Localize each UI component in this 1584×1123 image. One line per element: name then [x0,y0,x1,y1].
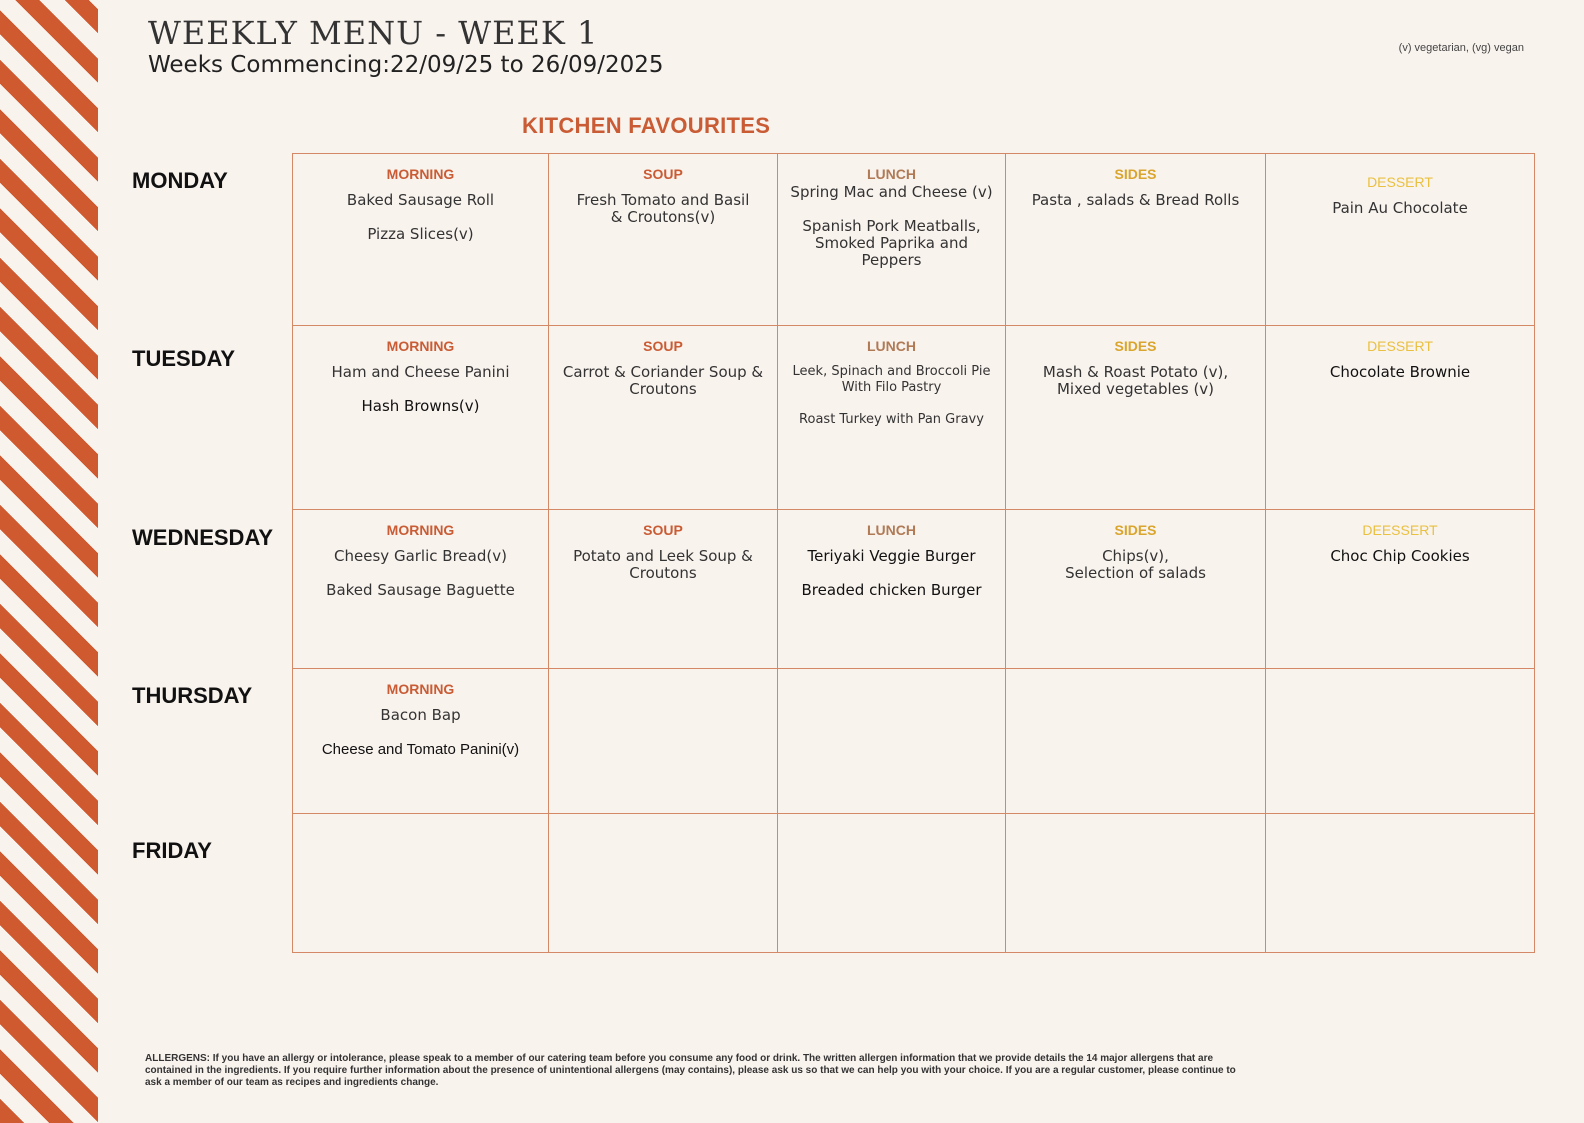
heading-sides: SIDES [1114,166,1157,182]
heading-sides: SIDES [1114,522,1157,538]
cell-wednesday-sides [1006,510,1266,669]
menu-item: Fresh Tomato and Basil & Croutons(v) [576,191,750,226]
day-label-friday: FRIDAY [132,838,212,863]
menu-row-friday [293,814,1535,953]
cell-thursday-dessert [1266,669,1535,814]
menu-item: Selection of salads [1065,564,1206,582]
cell-monday-morning [293,154,549,326]
heading-soup: SOUP [643,338,683,354]
cell-friday-lunch [778,814,1006,953]
menu-item: Mash & Roast Potato (v), Mixed vegetables (v) [1042,363,1229,398]
menu-item: Breaded chicken Burger [801,581,982,599]
heading-dessert: DESSERT [1367,174,1433,190]
day-label-monday: MONDAY [132,168,228,193]
heading-lunch: LUNCH [867,338,916,354]
section-title: KITCHEN FAVOURITES [522,113,771,138]
menu-item: Chips(v), [1102,547,1169,565]
menu-item: Roast Turkey with Pan Gravy [799,412,984,427]
cell-tuesday-sides [1006,326,1266,510]
day-label-tuesday: TUESDAY [132,346,236,371]
cell-thursday-lunch [778,669,1006,814]
menu-item: Cheese and Tomato Panini(v) [321,741,520,758]
day-label-wednesday: WEDNESDAY [132,525,273,550]
cell-tuesday-morning [293,326,549,510]
menu-row-wednesday [293,510,1535,669]
cell-monday-dessert [1266,154,1535,326]
cell-monday-lunch [778,154,1006,326]
menu-row-thursday [293,669,1535,814]
menu-item: Hash Browns(v) [361,397,480,415]
cell-wednesday-soup [549,510,778,669]
menu-item: Choc Chip Cookies [1330,547,1470,565]
menu-row-tuesday [293,326,1535,510]
menu-item: Pasta , salads & Bread Rolls [1031,191,1240,209]
cell-monday-sides [1006,154,1266,326]
cell-thursday-sides [1006,669,1266,814]
menu-item: Carrot & Coriander Soup & Croutons [562,363,764,398]
heading-morning: MORNING [386,166,455,182]
heading-sides: SIDES [1114,338,1157,354]
menu-item: Baked Sausage Roll [346,191,495,209]
menu-item: Leek, Spinach and Broccoli Pie With Filo Pastry [792,364,991,395]
cell-tuesday-lunch [778,326,1006,510]
menu-item: Spring Mac and Cheese (v) [790,183,993,201]
menu-item: Potato and Leek Soup & Croutons [573,547,753,582]
cell-wednesday-lunch [778,510,1006,669]
cell-friday-dessert [1266,814,1535,953]
decorative-stripe-border [0,0,98,1123]
menu-item: Pizza Slices(v) [367,225,474,243]
cell-thursday-morning [293,669,549,814]
menu-item: Cheesy Garlic Bread(v) [334,547,507,565]
cell-monday-soup [549,154,778,326]
cell-tuesday-soup [549,326,778,510]
menu-item: Chocolate Brownie [1329,363,1471,381]
heading-lunch: LUNCH [867,166,916,182]
diet-legend: (v) vegetarian, (vg) vegan [1398,42,1524,54]
heading-dessert: DEESSERT [1362,522,1438,538]
menu-row-monday [293,154,1535,326]
menu-item: Baked Sausage Baguette [326,581,515,599]
heading-lunch: LUNCH [867,522,916,538]
menu-grid [292,153,1535,953]
cell-friday-sides [1006,814,1266,953]
menu-item: Pain Au Chocolate [1332,199,1468,217]
menu-item: Spanish Pork Meatballs, Smoked Paprika and Peppers [802,217,981,269]
page-subtitle: Weeks Commencing:22/09/25 to 26/09/2025 [148,52,664,78]
menu-item: Teriyaki Veggie Burger [807,547,976,565]
heading-morning: MORNING [386,338,455,354]
cell-wednesday-morning [293,510,549,669]
heading-soup: SOUP [643,166,683,182]
page-title: WEEKLY MENU - WEEK 1 [148,14,599,52]
heading-morning: MORNING [386,681,455,697]
day-label-thursday: THURSDAY [132,683,253,708]
cell-friday-morning [293,814,549,953]
allergen-notice: ALLERGENS: If you have an allergy or intolerance, please speak to a member of our catering team before you consume any food or drink. The written allergen information that we provide details the 14 major allergens that are contained in the ingredients. If you require further information about the presence of unintentional allergens (may contains), please ask us so that we can help you with your choice. If you are a regular customer, please continue to ask a member of our team as recipes and ingredients change. [145,1053,1236,1088]
menu-item: Ham and Cheese Panini [331,363,510,381]
cell-tuesday-dessert [1266,326,1535,510]
heading-soup: SOUP [643,522,683,538]
cell-thursday-soup [549,669,778,814]
menu-item: Bacon Bap [380,706,461,724]
heading-dessert: DESSERT [1367,338,1433,354]
heading-morning: MORNING [386,522,455,538]
cell-wednesday-dessert [1266,510,1535,669]
cell-friday-soup [549,814,778,953]
